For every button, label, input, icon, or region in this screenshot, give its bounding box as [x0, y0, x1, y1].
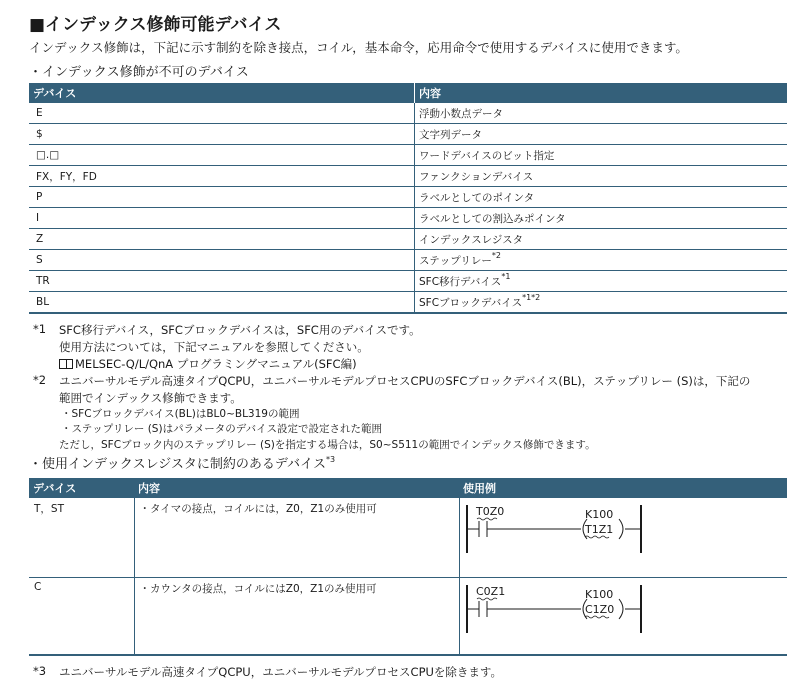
contact-device-label: C0Z1 — [475, 585, 505, 598]
footnote-ref: *2 — [491, 251, 501, 260]
table-row — [29, 229, 787, 250]
page-title: ■インデックス修飾可能デバイス — [29, 15, 282, 35]
table-row — [29, 145, 787, 166]
content-cell: 文字列データ — [415, 124, 788, 145]
content-cell: SFC移行デバイス$^{*1}$ — [415, 271, 788, 292]
footnote-ref: *3 — [326, 454, 336, 464]
footnote-1-line2: 使用方法については，下記マニュアルを参照してください。 — [59, 340, 369, 354]
table-row — [29, 271, 787, 292]
table-row — [29, 292, 787, 314]
ladder-diagram-counter — [465, 581, 655, 637]
column-header-example: 使用例 — [459, 478, 787, 498]
footnote-2-line3: ただし，SFCブロック内のステップリレー (S)を指定する場合は，S0~S511の範囲でインデックス修飾できます。 — [59, 439, 596, 451]
section-heading-nonindexable: ・インデックス修飾が不可のデバイス — [29, 65, 249, 80]
content-cell: ファンクションデバイス — [415, 166, 788, 187]
table-row — [29, 166, 787, 187]
content-cell: ラベルとしてのポインタ — [415, 187, 788, 208]
coil-constant-label: K100 — [584, 588, 613, 601]
device-cell: Z — [29, 229, 415, 250]
coil-constant-label: K100 — [584, 508, 613, 521]
coil-device-label: T1Z1 — [584, 523, 613, 536]
footnote-1-mark: *1 — [33, 322, 47, 336]
manual-book-icon — [59, 359, 73, 369]
restricted-register-table — [29, 478, 787, 656]
footnote-2-mark: *2 — [33, 373, 47, 387]
content-cell: ・タイマの接点，コイルには，Z0，Z1のみ使用可 — [134, 498, 459, 578]
coil-device-label: C1Z0 — [584, 603, 614, 616]
device-cell: □.□ — [29, 145, 415, 166]
table-row — [29, 578, 787, 656]
device-cell: E — [29, 103, 415, 124]
footnote-1-line1: SFC移行デバイス，SFCブロックデバイスは，SFC用のデバイスです。 — [59, 323, 421, 337]
footnote-3-line1: ユニバーサルモデル高速タイプQCPU，ユニバーサルモデルプロセスCPUを除きます。 — [59, 665, 503, 679]
device-cell: FX，FY，FD — [29, 166, 415, 187]
nonindexable-device-table — [29, 83, 787, 314]
table-row — [29, 498, 787, 578]
footnote-2-item1: ・SFCブロックデバイス(BL)はBL0~BL319の範囲 — [61, 408, 300, 420]
column-header-device: デバイス — [29, 478, 134, 498]
device-cell: I — [29, 208, 415, 229]
table-row — [29, 124, 787, 145]
footnote-1-manual-ref[interactable]: MELSEC-Q/L/QnA プログラミングマニュアル(SFC編) — [59, 356, 357, 372]
section-heading-restricted: ・使用インデックスレジスタに制約のあるデバイス$^{*3}$ — [29, 454, 336, 472]
ladder-example-cell — [459, 498, 787, 578]
content-cell: ・カウンタの接点，コイルにはZ0，Z1のみ使用可 — [134, 578, 459, 656]
footnote-2-line2: 範囲でインデックス修飾できます。 — [59, 391, 242, 405]
ladder-example-cell — [459, 578, 787, 656]
content-cell: SFCブロックデバイス$^{*1*2}$ — [415, 292, 788, 314]
device-cell: $ — [29, 124, 415, 145]
device-cell: TR — [29, 271, 415, 292]
footnote-ref: *1*2 — [522, 293, 541, 302]
column-header-content: 内容 — [134, 478, 459, 498]
table-row — [29, 187, 787, 208]
content-cell: ラベルとしての割込みポインタ — [415, 208, 788, 229]
table-row — [29, 103, 787, 124]
table-row — [29, 250, 787, 271]
footnote-ref: *1 — [501, 272, 511, 281]
footnote-3-mark: *3 — [33, 664, 47, 678]
column-header-device: デバイス — [29, 83, 415, 103]
footnote-2-item2: ・ステップリレー (S)はパラメータのデバイス設定で設定された範囲 — [61, 423, 383, 435]
content-cell: ワードデバイスのビット指定 — [415, 145, 788, 166]
content-cell: インデックスレジスタ — [415, 229, 788, 250]
device-cell: P — [29, 187, 415, 208]
table-row — [29, 208, 787, 229]
content-cell: 浮動小数点データ — [415, 103, 788, 124]
ladder-diagram-timer — [465, 501, 655, 557]
contact-device-label: T0Z0 — [475, 505, 504, 518]
device-cell: S — [29, 250, 415, 271]
intro-text: インデックス修飾は，下記に示す制約を除き接点，コイル，基本命令，応用命令で使用するデバイスに使用できます。 — [29, 40, 688, 55]
device-cell: T，ST — [29, 498, 134, 578]
device-cell: BL — [29, 292, 415, 314]
content-cell: ステップリレー$^{*2}$ — [415, 250, 788, 271]
footnote-2-line1: ユニバーサルモデル高速タイプQCPU，ユニバーサルモデルプロセスCPUのSFCブロックデバイス(BL)，ステップリレー (S)は，下記の — [59, 374, 751, 388]
device-cell: C — [29, 578, 134, 656]
column-header-content: 内容 — [415, 83, 788, 103]
